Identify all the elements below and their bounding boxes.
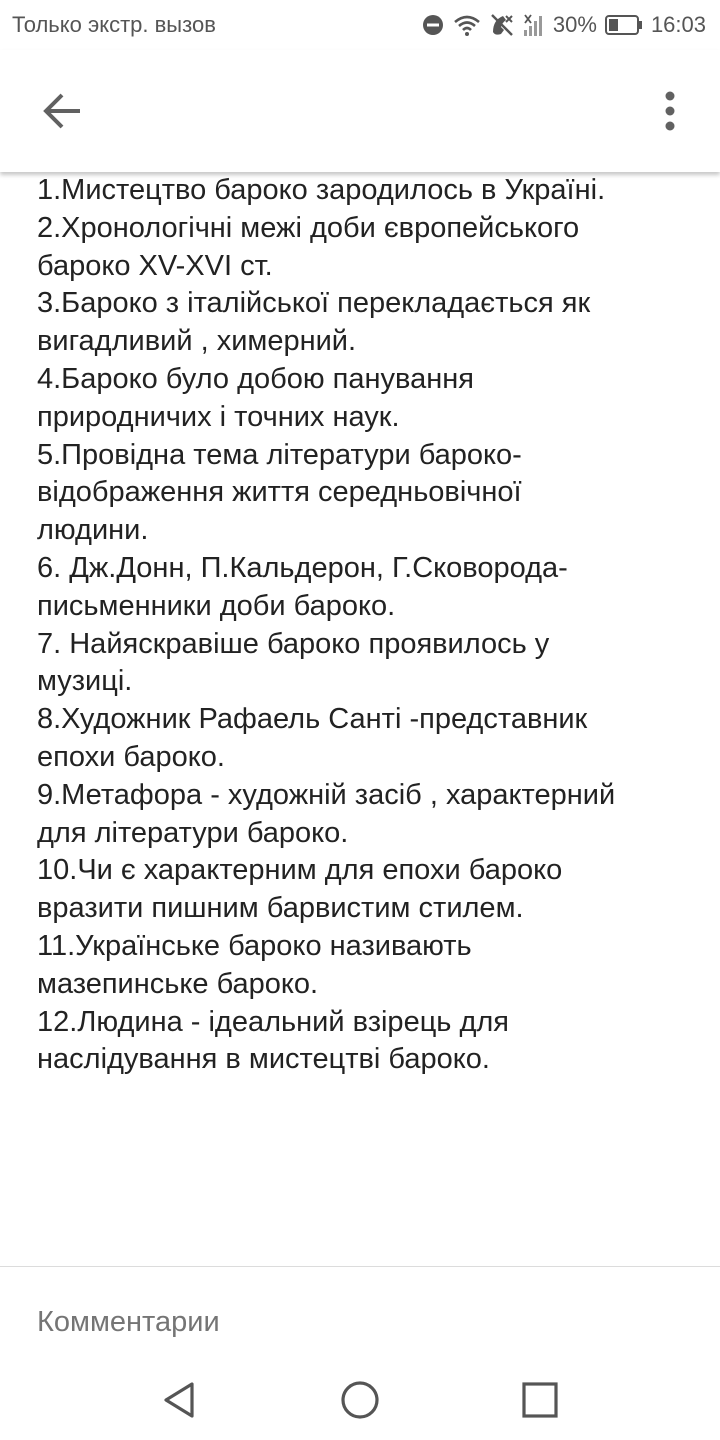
text-line: бароко XV-XVI ст. [37, 249, 273, 282]
nav-back-button[interactable] [150, 1372, 210, 1428]
text-line: для літератури бароко. [37, 816, 349, 849]
text-line: природничих і точних наук. [37, 400, 400, 433]
text-line: 5.Провідна тема літератури бароко- [37, 438, 522, 471]
app-toolbar [0, 50, 720, 172]
nav-back-icon [160, 1380, 200, 1420]
nav-recents-icon [521, 1381, 559, 1419]
text-line: 12.Людина - ідеальний взірець для [37, 1005, 510, 1038]
carrier-text: Только экстр. вызов [12, 12, 216, 37]
question-text [37, 172, 697, 1079]
text-line: відображення життя середньовічної [37, 476, 522, 509]
comments-title: Комментарии [37, 1306, 220, 1338]
more-options-button[interactable] [650, 86, 690, 136]
text-line: 10.Чи є характерним для епохи бароко [37, 854, 563, 887]
text-line: 6. Дж.Донн, П.Кальдерон, Г.Сковорода- [37, 551, 568, 584]
text-line: 4.Бароко було добою панування [37, 362, 474, 395]
battery-icon [605, 14, 643, 36]
text-line: мазепинське бароко. [37, 967, 319, 1000]
text-line: епохи бароко. [37, 740, 225, 773]
text-line: 2.Хронологічні межі доби європейського [37, 211, 580, 244]
divider [0, 1266, 720, 1267]
text-line: 1.Мистецтво бароко зародилось в Україні. [37, 174, 606, 206]
nav-home-icon [339, 1379, 381, 1421]
battery-percent: 30% [552, 12, 597, 37]
text-line: музиці. [37, 665, 133, 698]
text-line: наслідування в мистецтві бароко. [37, 1043, 490, 1076]
nav-recents-button[interactable] [510, 1372, 570, 1428]
text-line: 3.Бароко з італійської перекладається як [37, 287, 591, 320]
text-line: 11.Українське бароко називають [37, 929, 472, 962]
wifi-icon [453, 13, 481, 37]
text-line: людини. [37, 514, 149, 547]
text-line: 7. Найяскравіше бароко проявилось у [37, 627, 550, 660]
text-line: вигадливий , химерний. [37, 325, 357, 358]
system-nav-bar [0, 1356, 720, 1440]
do-not-disturb-icon [421, 13, 445, 37]
status-icons [421, 12, 706, 38]
nav-home-button[interactable] [330, 1372, 390, 1428]
text-line: 8.Художник Рафаель Санті -представник [37, 703, 588, 736]
back-button[interactable] [38, 86, 88, 136]
arrow-back-icon [42, 90, 84, 132]
text-line: письменники доби бароко. [37, 589, 396, 622]
status-bar [0, 0, 720, 50]
status-time: 16:03 [650, 12, 706, 37]
more-vert-icon [664, 91, 676, 131]
no-call-icon [489, 12, 515, 38]
text-line: вразити пишним барвистим стилем. [37, 892, 524, 925]
text-line: 9.Метафора - художній засіб , характерний [37, 778, 616, 811]
signal-icon [523, 13, 545, 37]
